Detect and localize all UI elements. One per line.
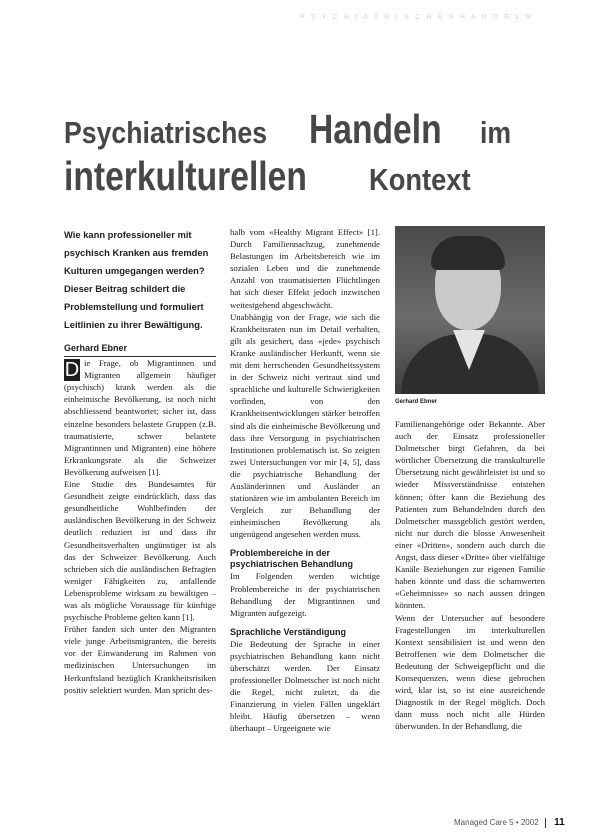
author-photo [395, 226, 545, 394]
paragraph: Eine Studie des Bundesamtes für Gesundheit zeigte eindrücklich, dass das gesundheitliche Wohlbefinden der ausländischen Bevölkerung in der Schweiz deutlich reduziert ist und dass ihr Gesundheitsverhalten ungünstiger ist als das der Schweizer Bevölkerung. Auch schrieben sich die ausländischen Befragten weniger Fähigkeiten zu, anfallende Lebensprobleme wirksam zu bewältigen – was als mögliche Voraussage für künftige psychische Probleme gelten kann [1]. [64, 479, 216, 623]
paragraph-text: ie Frage, ob Migrantinnen und Migranten allgemein häufiger (psychisch) krank werden als die einheimische Bevölkerung, ist noch nicht abschliessend beantwortet; sicher ist, dass einzelne besonders belastete Gruppen (z.B. traumatisierte, schwer belastete Migrantinnen und Migranten) eine höhere Erkrankungsrate als die Schweizer Bevölkerung aufweisen [1]. [64, 358, 216, 477]
title-word-5: Kontext [369, 162, 471, 198]
lead-text: Wie kann professioneller mit psychisch Kranken aus fremden Kulturen umgegangen werden? Dieser Beitrag schildert die Problemstellung und formuliert Leitlinien zu ihrer Bewältigung. [64, 229, 209, 330]
page-number: 11 [554, 817, 565, 828]
paragraph [64, 357, 216, 478]
column-2 [230, 226, 380, 735]
article-title [64, 106, 564, 200]
subheading: Sprachliche Verständigung [230, 626, 347, 637]
paragraph: halb vom «Healthy Migrant Effect» [1]. Durch Familiennachzug, zunehmende Belastungen im Arbeitsbereich wie im sozialen Leben und die zunehmende Anzahl von traumatisierten Flüchtlingen hat sich dieser Effekt jedoch inzwischen weitestgehend abgeschwächt. [230, 227, 380, 310]
photo-hair [431, 236, 505, 270]
column-3 [395, 418, 545, 732]
journal-name: Managed Care 5 • 2002 [454, 818, 539, 827]
paragraph: Wenn der Untersucher auf besondere Fragestellungen im interkulturellen Kontext sensibilisiert ist und wenn den Betroffenen wie dem Dolmetscher die Bedeutung der Schweigepflicht und die Konsequenzen, wenn diese gebrochen wird, klar ist, so ist eine ausreichende Diagnostik in der Regel möglich. Doch dann muss noch nicht alle Hürden überwunden. In der Behandlung, die [395, 612, 545, 732]
page-footer [454, 817, 565, 828]
paragraph: Die Bedeutung der Sprache in einer psychiatrischen Behandlung kann nicht überschätzt werden. Der Einsatz professioneller Dolmetscher ist noch nicht die Regel, nicht zuletzt, da die Finanzierung in vielen Fällen ungeklärt bleibt. Häufig übersetzen – wenn überhaupt – Urgeeignete wie [230, 638, 380, 734]
subheading: Problembereiche in der psychiatrischen Behandlung [230, 548, 354, 570]
title-word-1: Psychiatrisches [64, 115, 268, 151]
paragraph: Früher fanden sich unter den Migranten viele junge Arbeitsmigranten, die bereits vor der Einwanderung im Rahmen von medizinischen Untersuchungen im Herkunftsland bezüglich Krankheitsrisiken positiv selektiert wurden. Man spricht des- [64, 624, 216, 695]
author-byline: Gerhard Ebner [64, 342, 216, 357]
title-word-3: im [479, 115, 511, 151]
title-word-2: Handeln [308, 106, 442, 153]
column-1 [64, 226, 216, 696]
running-head: P S Y C H I A T R I S C H E S H A N D E L N [300, 14, 533, 21]
paragraph: Familienangehörige oder Bekannte. Aber auch der Einsatz professioneller Dolmetscher birgt Gefahren, da bei wörtlicher Übersetzung die transkulturelle Übersetzung nicht gewährleistet ist und so wieder Missverständnisse entstehen können; öfter kann die Beziehung des Patienten zum Behandelnden durch den Dolmetscher massgeblich gestört werden, nicht nur durch die blosse Anwesenheit einer «Dritten», sondern auch durch die Angst, dass dieser «Dritte» über vielfältige Kanäle Beziehungen zur eigenen Familie haben könnte und dass die schamwerten «Geheimnisse» so nach aussen dringen könnten. [395, 419, 545, 611]
paragraph: Unabhängig von der Frage, wie sich die Krankheitsraten nun im Detail verhalten, gilt als gesichert, dass «jede» psychisch Kranke ausländischer Herkunft, wenn sie mit dem herrschenden Gesundheitssystem in der Schweiz nicht vertraut sind und sprachliche und kulturelle Schwierigkeiten vorfinden, von den Krankheitsentwicklungen stärker betroffen sind als die einheimische Bevölkerung und dass ihre Versorgung in psychiatrischen Institutionen problematisch ist. So zeigten zwei Untersuchungen vor mir [4, 5], dass die psychiatrische Behandlung der Ausländerinnen und Ausländer an stationären wie im ambulanten Bereich im Vergleich zur Behandlung der einheimischen Bevölkerung als ungenügend angesehen werden muss. [230, 311, 380, 540]
drop-cap: D [64, 359, 80, 382]
photo-caption: Gerhard Ebner [395, 399, 438, 405]
title-word-4: interkulturellen [64, 153, 307, 200]
paragraph: Im Folgenden werden wichtige Problembereiche in der psychiatrischen Behandlung der Migrantinnen und Migranten aufgezeigt. [230, 571, 380, 618]
title-line-1 [64, 106, 564, 153]
title-line-2 [64, 153, 564, 200]
footer-divider [545, 818, 546, 828]
